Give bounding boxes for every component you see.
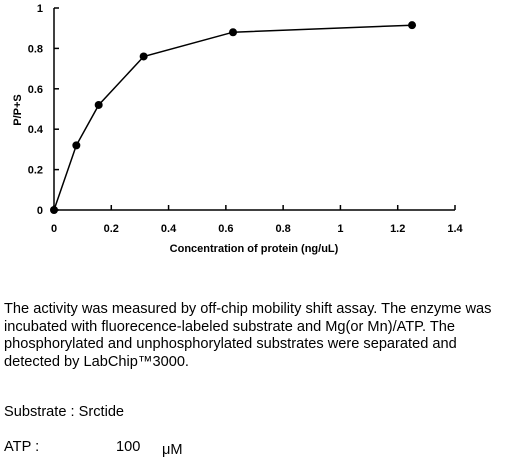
atp-unit: μM <box>162 442 183 458</box>
atp-line <box>4 439 183 458</box>
data-point <box>408 21 416 29</box>
data-point <box>72 141 80 149</box>
assay-description: The activity was measured by off-chip mobility shift assay. The enzyme was incubated with fluorecence-labeled substrate and Mg(or Mn)/ATP. The phosphorylated and unphosphorylated substrates were separated and detected by LabChip™3000. <box>4 301 492 370</box>
x-tick-label: 0.4 <box>160 223 177 235</box>
x-tick-label: 1 <box>337 223 344 235</box>
y-axis-title: P/P+S <box>12 94 24 126</box>
x-tick-label: 1.4 <box>447 223 463 235</box>
atp-label: ATP : <box>4 439 40 455</box>
series-line <box>54 25 412 210</box>
data-point <box>229 28 237 36</box>
x-tick-label: 0 <box>50 223 58 235</box>
y-tick-label: 1 <box>36 3 43 15</box>
axes <box>54 8 455 210</box>
y-tick-label: 0.6 <box>27 83 43 96</box>
x-tick-label: 1.2 <box>390 223 406 235</box>
x-tick-label: 0.2 <box>103 223 119 235</box>
x-tick-label: 0.8 <box>275 223 291 235</box>
atp-value: 100 <box>116 439 141 455</box>
ticks <box>28 3 464 235</box>
y-tick-label: 0.8 <box>27 43 43 56</box>
data-point <box>50 206 58 214</box>
y-tick-label: 0 <box>36 205 43 217</box>
x-tick-label: 0.6 <box>218 223 234 235</box>
substrate-line: Substrate : Srctide <box>4 404 125 420</box>
data-point <box>140 52 148 60</box>
series <box>50 21 416 214</box>
x-axis-title: Concentration of protein (ng/uL) <box>169 243 339 255</box>
data-point <box>95 101 103 109</box>
y-tick-label: 0.2 <box>27 164 43 177</box>
y-tick-label: 0.4 <box>27 124 43 137</box>
